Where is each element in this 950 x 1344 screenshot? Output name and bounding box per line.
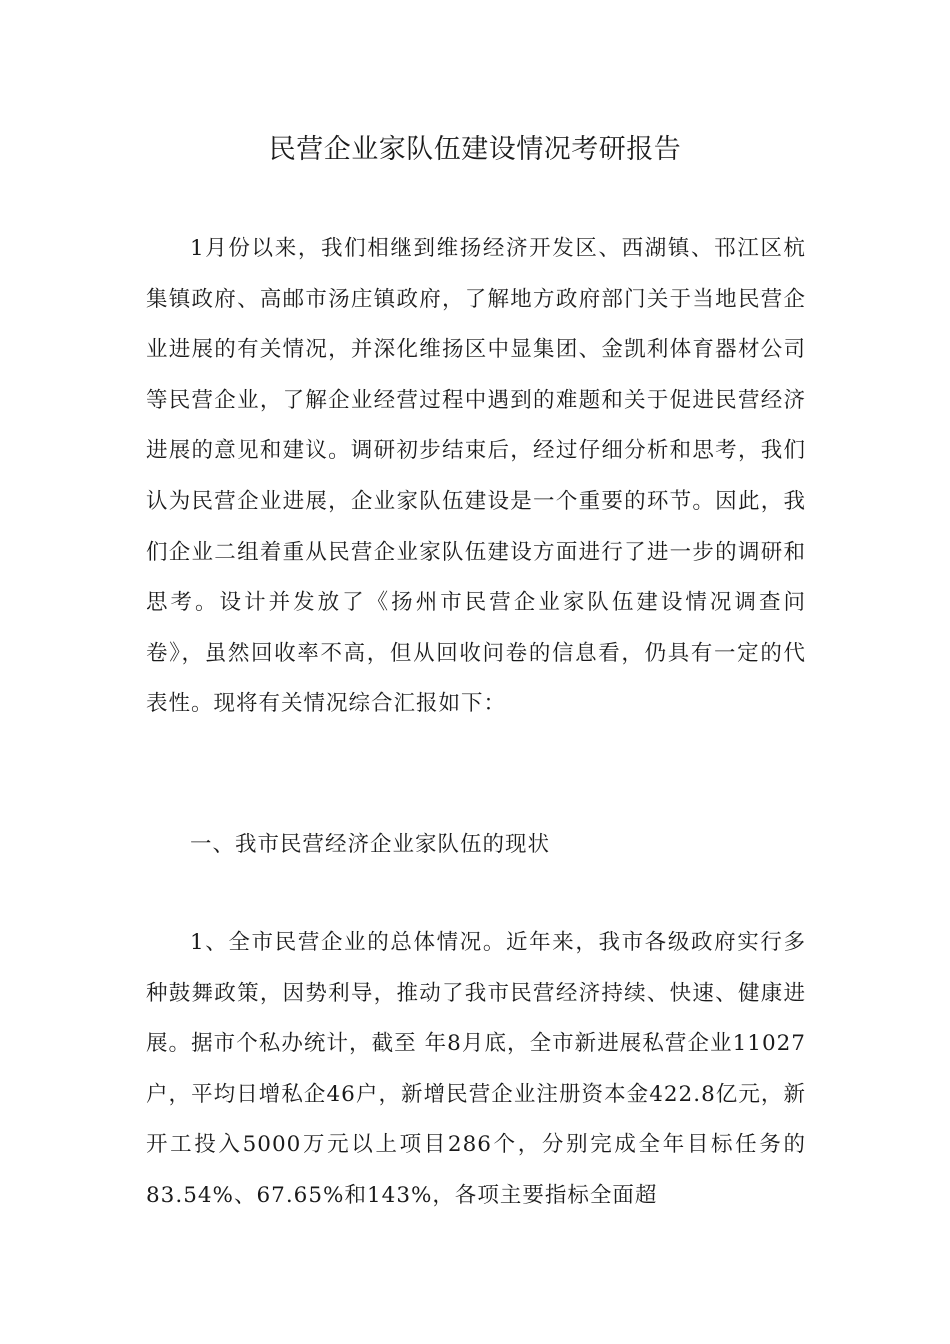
document-title: 民营企业家队伍建设情况考研报告 (268, 134, 682, 165)
intro-paragraph: 1月份以来，我们相继到维扬经济开发区、西湖镇、邗江区杭集镇政府、高邮市汤庄镇政府，了解地方政府部门关于当地民营企业进展的有关情况，并深化维扬区中显集团、金凯利体育器材公司等民营企业，了解企业经营过程中遇到的难题和关于促进民营经济进展的意见和建议。调研初步结束后，经过仔细分析和思考，我们认为民营企业进展，企业家队伍建设是一个重要的环节。因此，我们企业二组着重从民营企业家队伍建设方面进行了进一步的调研和思考。设计并发放了《扬州市民营企业家队伍建设情况调查问卷》，虽然回收率不高，但从回收问卷的信息看，仍具有一定的代表性。现将有关情况综合汇报如下： (146, 236, 806, 717)
section-heading: 一、我市民营经济企业家队伍的现状 (190, 832, 551, 857)
section-1-paragraph: 1、全市民营企业的总体情况。近年来，我市各级政府实行多种鼓舞政策，因势利导，推动了我市民营经济持续、快速、健康进展。据市个私办统计，截至 年8月底，全市新进展私营企业11027户，平均日增私企46户，新增民营企业注册资本金422.8亿元，新开工投入5000万元以上项目286个，分别完成全年目标任务的83.54%、67.65%和143%，各项主要指标全面超 (146, 930, 806, 1208)
